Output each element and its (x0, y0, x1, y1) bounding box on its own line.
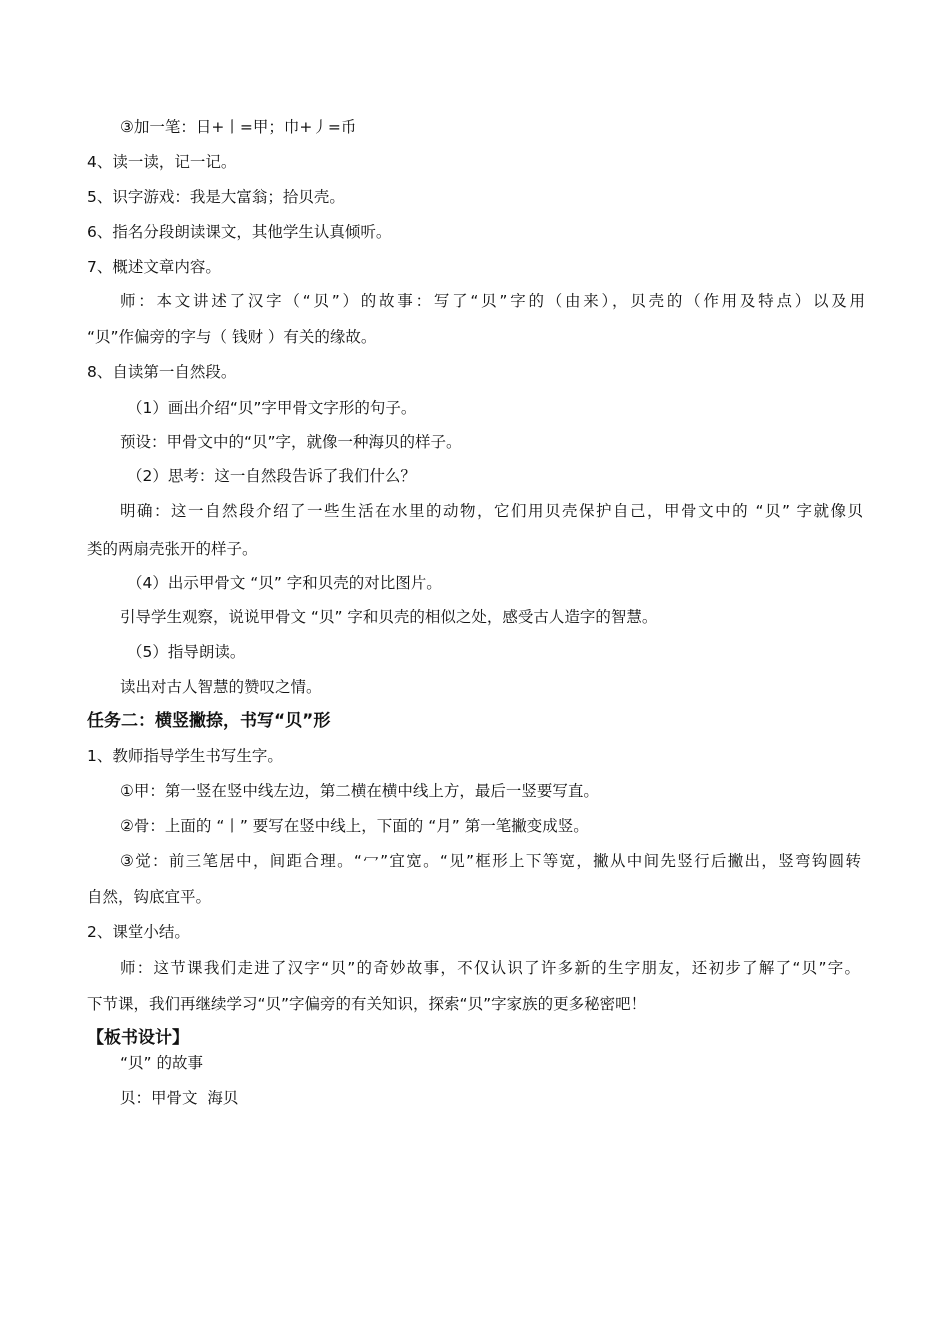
text-line: 自然，钩底宜平。 (87, 888, 212, 906)
text-line: ①甲：第一竖在竖中线左边，第二横在横中线上方，最后一竖要写直。 (120, 782, 599, 800)
text-line: 预设：甲骨文中的“贝”字，就像一种海贝的样子。 (120, 433, 462, 451)
text-line: “贝”作偏旁的字与（ 钱财 ）有关的缘故。 (87, 328, 377, 346)
text-line: 贝：甲骨文 海贝 (120, 1089, 239, 1107)
list-item: 1、教师指导学生书写生字。 (87, 747, 283, 765)
text-line: 师：本文讲述了汉字（“贝”）的故事：写了“贝”字的（由来），贝壳的（作用及特点）以及用 (120, 292, 865, 310)
board-design-heading: 【板书设计】 (87, 1028, 189, 1048)
text-line: （4）出示甲骨文 “贝” 字和贝壳的对比图片。 (127, 574, 442, 592)
text-line: 明确：这一自然段介绍了一些生活在水里的动物，它们用贝壳保护自己，甲骨文中的 “贝” 字就像贝 (120, 502, 863, 520)
text-line: ③加一笔：日+丨=甲；巾+丿=币 (120, 118, 357, 136)
text-line: ③觉：前三笔居中，间距合理。“冖”宜宽。“见”框形上下等宽，撇从中间先竖行后撇出，竖弯钩圆转 (120, 852, 861, 870)
text-line: 师：这节课我们走进了汉字“贝”的奇妙故事，不仅认识了许多新的生字朋友，还初步了解了“贝”字。 (120, 959, 860, 977)
text-line: “贝” 的故事 (120, 1054, 203, 1072)
list-item: 2、课堂小结。 (87, 923, 190, 941)
list-item: 8、自读第一自然段。 (87, 363, 237, 381)
text-line: 类的两扇壳张开的样子。 (87, 540, 258, 558)
text-line: ②骨：上面的 “丨” 要写在竖中线上，下面的 “月” 第一笔撇变成竖。 (120, 817, 589, 835)
section-heading: 任务二：横竖撇捺，书写“贝”形 (87, 711, 331, 731)
text-line: 读出对古人智慧的赞叹之情。 (120, 678, 322, 696)
list-item: 7、概述文章内容。 (87, 258, 221, 276)
list-item: 5、识字游戏：我是大富翁；拾贝壳。 (87, 188, 345, 206)
text-line: （1）画出介绍“贝”字甲骨文字形的句子。 (127, 399, 417, 417)
text-line: 引导学生观察，说说甲骨文 “贝” 字和贝壳的相似之处，感受古人造字的智慧。 (120, 608, 658, 626)
text-line: （5）指导朗读。 (127, 643, 246, 661)
text-line: 下节课，我们再继续学习“贝”字偏旁的有关知识，探索“贝”字家族的更多秘密吧！ (87, 995, 647, 1013)
list-item: 4、读一读，记一记。 (87, 153, 237, 171)
text-line: （2）思考：这一自然段告诉了我们什么？ (127, 467, 416, 485)
list-item: 6、指名分段朗读课文，其他学生认真倾听。 (87, 223, 392, 241)
